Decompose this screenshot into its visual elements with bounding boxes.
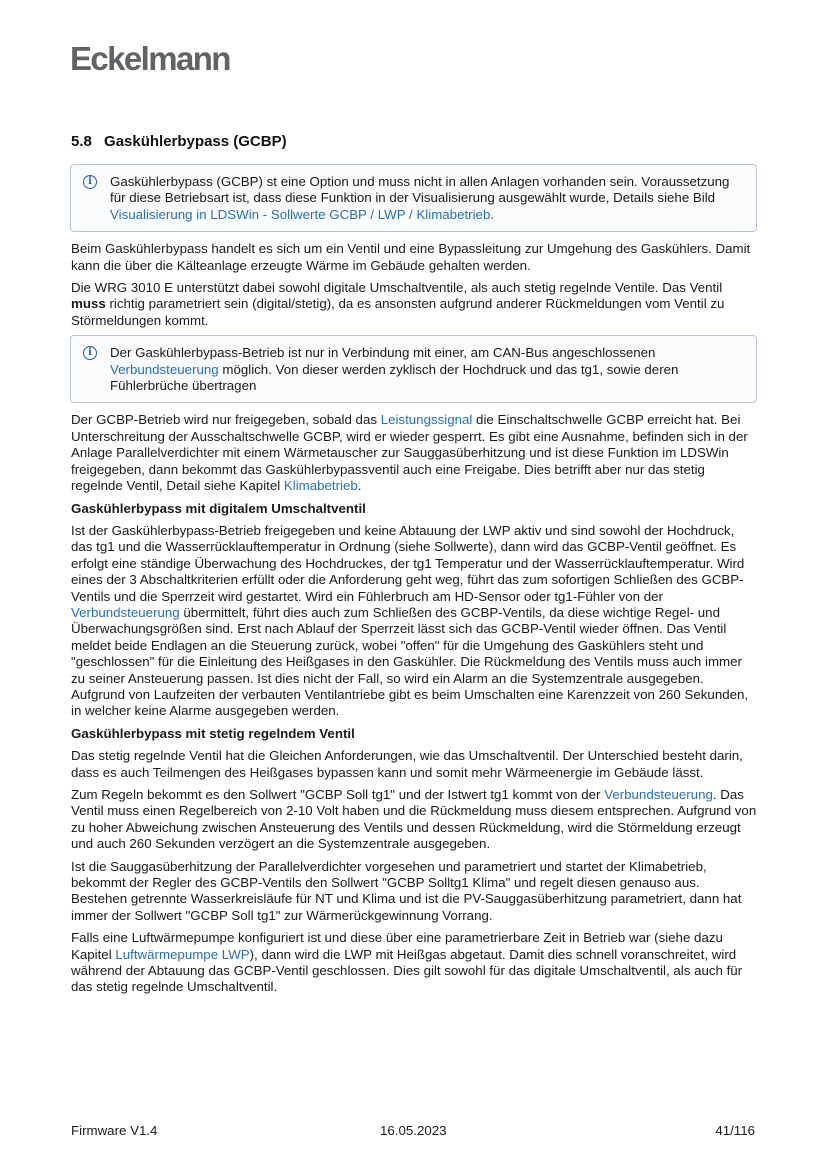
paragraph-text: richtig parametriert sein (digital/stetig), da es ansonsten aufgrund anderer Rückmeldungen vom Ventil zu Störmeldungen kommt. [71,296,725,328]
paragraph-digital-ventil [71,523,757,720]
info-trailing-period: . [490,206,495,222]
emphasis-muss: muss [71,296,106,312]
paragraph-text: Der GCBP-Betrieb wird nur freigegeben, sobald das [71,412,381,428]
paragraph-text: ), dann wird die LWP mit Heißgas abgetaut. Damit dies schnell voranschreitet, wird während der Abtauung das GCBP-Ventil geschlossen. Dies gilt sowohl für das digitale Umschaltventil, als auch für das stetig regelnde Umschaltventil. [71,946,743,995]
paragraph-intro: Beim Gaskühlerbypass handelt es sich um ein Ventil und eine Bypassleitung zur Umgehung des Gaskühlers. Damit kann die über die Kälteanlage erzeugte Wärme im Gebäude gehalten werden. [71,241,751,273]
section-heading [71,133,757,151]
info-icon: i [83,346,97,360]
info-box-can-bus-note [70,335,757,403]
link-verbundsteuerung[interactable]: Verbundsteuerung [71,604,180,620]
section-title: Gaskühlerbypass (GCBP) [104,133,287,150]
paragraph-text: Die WRG 3010 E unterstützt dabei sowohl digitale Umschaltventile, als auch stetig regelnde Ventile. Das Ventil [71,280,723,296]
paragraph-text: übermittelt, führt dies auch zum Schließen des GCBP-Ventils, da diese wichtige Regel- und Überwachungsgrößen sind. Erst nach Ablauf der Sperrzeit lässt sich das GCBP-Ventil wieder öffnen. Das Ventil meldet beide Endlagen an die Steuerung zurück, wobei "offen" für die Umgehung des Gaskühlers steht und "geschlossen" für die Einleitung des Heißgases in den Gaskühler. Die Rückmeldung des Ventils muss auch immer zu seiner Ansteuerung passen. Ist dies nicht der Fall, so wird ein Alarm an die Systemzentrale ausgegeben. Aufgrund von Laufzeiten der verbauten Ventilantriebe gibt es beim Umschalten eine Karenzzeit von 260 Sekunden, in welcher keine Alarme ausgegeben werden. [71,604,749,719]
paragraph-text: . [357,478,362,494]
page-content [71,133,757,1002]
section-number: 5.8 [71,133,92,150]
paragraph-text: Zum Regeln bekommt es den Sollwert "GCBP Soll tg1" und der Istwert tg1 kommt von der [71,787,605,802]
paragraph-stetig-intro: Das stetig regelnde Ventil hat die Gleichen Anforderungen, wie das Umschaltventil. Der Unterschied besteht darin, dass es auch Teilmengen des Heißgases bypassen kann und somit mehr Wärmeenergie im Gebäude lässt. [71,748,743,780]
info-text: Gaskühlerbypass (GCBP) st eine Option und muss nicht in allen Anlagen vorhanden sein. Voraussetzung für diese Betriebsart ist, dass diese Funktion in der Visualisierung ausgewählt wurde, Details siehe Bild [110,174,730,206]
footer-page-number: 41/116 [715,1123,755,1138]
paragraph-text: Falls eine Luftwärmepumpe konfiguriert ist und diese über eine parametrierbare Zeit in Betrieb war (siehe dazu Kapitel [71,930,723,962]
paragraph-text: die Einschaltschwelle GCBP erreicht hat. Bei Unterschreitung der Ausschaltschwelle GCBP, wird er wieder gesperrt. Es gibt eine Ausnahme, befinden sich in der Anlage Parallelverdichter mit einem Wärmetauscher zur Sauggasüberhitzung und ist diese Funktion im LDSWin freigegeben, dann bekommt das Gaskühlerbypassventil auch eine Freigabe. Dies betrifft aber nur das stetig regelnde Ventil, Detail siehe Kapitel [71,412,748,494]
footer-date: 16.05.2023 [380,1123,447,1138]
link-leistungssignal[interactable]: Leistungssignal [380,412,473,428]
info-text: möglich. Von dieser werden zyklisch der Hochdruck und das tg1, sowie deren Fühlerbrüche übertragen [110,361,679,394]
info-icon: i [83,175,97,189]
link-verbundsteuerung[interactable]: Verbundsteuerung [604,787,713,802]
eckelmann-logo: Eckelmann [70,40,230,77]
info-box-option-note [70,164,757,232]
subheading-stetig-ventil: Gaskühlerbypass mit stetig regelndem Ventil [71,725,355,741]
paragraph-text: . Das Ventil muss einen Regelbereich von 2-10 Volt haben und die Rückmeldung muss diesem entsprechen. Aufgrund von zu hoher Abweichung zwischen Ansteuerung des Ventils und dessen Rückmeldung, wird die Störmeldung erzeugt und auch 260 Sekunden verzögert an die Systemzentrale ausgegeben. [71,787,757,852]
paragraph-lwp [71,930,757,996]
paragraph-text: Ist der Gaskühlerbypass-Betrieb freigegeben und keine Abtauung der LWP aktiv und sind sowohl der Hochdruck, das tg1 und die Wasserrücklauftemperatur in Ordnung (siehe Sollwerte), dann wird das GCBP-Ventil geöffnet. Es erfolgt eine ständige Überwachung des Hochdruckes, der tg1 Temperatur und der Wasserrücklauftemperatur. Wird eines der 3 Abschaltkriterien erfüllt oder die Anforderung geht weg, führt das zum sofortigen Schließen des GCBP-Ventils und die Sperrzeit wird gestartet. Wird ein Fühlerbruch am HD-Sensor oder tg1-Fühler von der [71,522,745,604]
subheading-digital-ventil: Gaskühlerbypass mit digitalem Umschaltventil [71,500,366,516]
footer-firmware: Firmware V1.4 [71,1123,158,1138]
link-klimabetrieb[interactable]: Klimabetrieb [283,478,358,494]
link-luftwaermepumpe[interactable]: Luftwärmepumpe LWP [115,946,250,962]
paragraph-stetig-regeln [71,787,757,853]
paragraph-sauggas: Ist die Sauggasüberhitzung der Parallelverdichter vorgesehen und parametriert und startet der Klimabetrieb, bekommt der Regler des GCBP-Ventils den Sollwert "GCBP Solltg1 Klima" und regelt diesen genauso aus. Bestehen getrennte Wasserkreisläufe für NT und Klima und ist die PV-Sauggasüberhitzung parametriert, dann hat immer der Sollwert "GCBP Soll tg1" zur Wärmerückgewinnung Vorrang. [71,858,742,923]
paragraph-ventil-types [71,280,757,329]
link-verbundsteuerung[interactable]: Verbundsteuerung [110,361,219,377]
info-text: Der Gaskühlerbypass-Betrieb ist nur in Verbindung mit einer, am CAN-Bus angeschlossenen [110,345,656,361]
link-visualisierung-ldswin[interactable]: Visualisierung in LDSWin - Sollwerte GCBP / LWP / Klimabetrieb [110,206,491,222]
paragraph-gcbp-release [71,412,757,494]
